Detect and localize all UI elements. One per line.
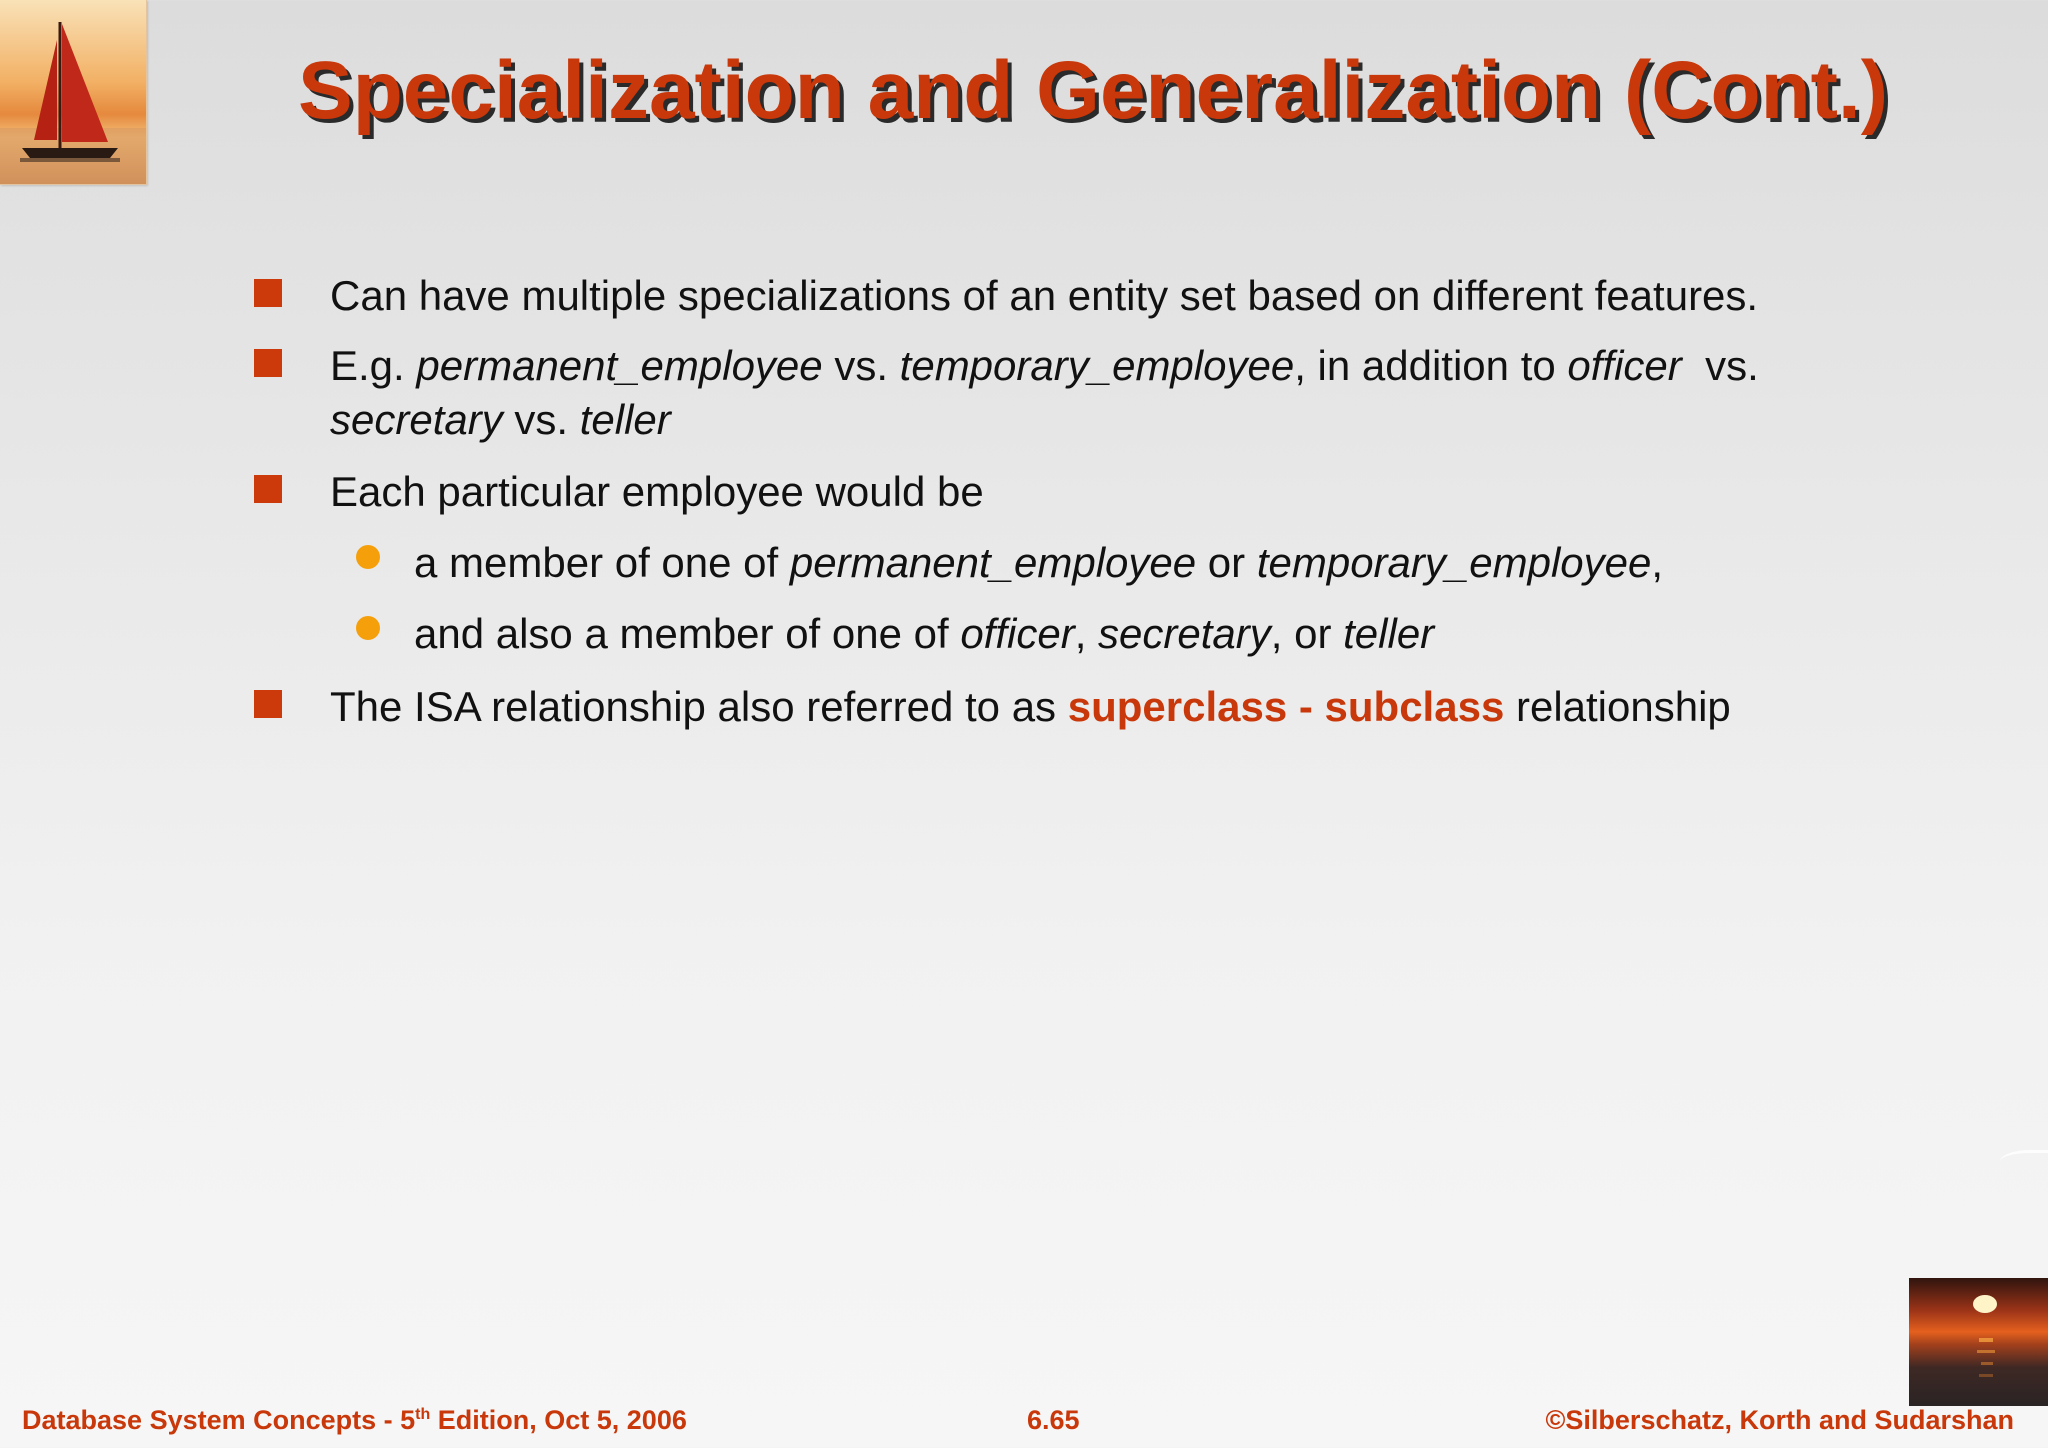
text-span: and also a member of one of xyxy=(414,610,961,657)
square-bullet-icon xyxy=(254,279,282,307)
term-secretary: secretary xyxy=(1098,610,1271,657)
bullet-3-text: Each particular employee would be xyxy=(330,468,984,515)
footer-left-pre: Database System Concepts - 5 xyxy=(22,1405,416,1435)
text-span: , or xyxy=(1270,610,1344,657)
text-span: , xyxy=(1074,610,1099,657)
bullet-2-line-2 xyxy=(330,395,671,445)
text-span: , in addition to xyxy=(1294,342,1568,389)
square-bullet-icon xyxy=(254,349,282,377)
footer-left xyxy=(22,1405,687,1436)
sunset-image-icon xyxy=(1909,1278,2048,1406)
text-span: , xyxy=(1651,539,1664,586)
bullet-1 xyxy=(330,271,1758,321)
bullet-3 xyxy=(330,467,984,517)
footer-left-sup: th xyxy=(415,1406,431,1423)
text-span: relationship xyxy=(1504,683,1731,730)
term-permanent-employee: permanent_employee xyxy=(789,539,1197,586)
footer-left-post: Edition, Oct 5, 2006 xyxy=(430,1405,687,1435)
term-officer: officer xyxy=(1567,342,1682,389)
text-span: vs. xyxy=(502,396,580,443)
text-span: a member of one of xyxy=(414,539,790,586)
term-teller: teller xyxy=(579,396,671,443)
bullet-4 xyxy=(330,682,1731,732)
sailboat-image-icon xyxy=(0,0,147,185)
dot-bullet-icon xyxy=(356,545,380,569)
sub-bullet-2 xyxy=(414,609,1434,659)
footer-page-number: 6.65 xyxy=(1027,1405,1080,1435)
square-bullet-icon xyxy=(254,690,282,718)
term-temporary-employee: temporary_employee xyxy=(1256,539,1652,586)
text-span: vs. xyxy=(1681,342,1759,389)
square-bullet-icon xyxy=(254,475,282,503)
term-permanent-employee: permanent_employee xyxy=(416,342,823,389)
term-officer: officer xyxy=(960,610,1075,657)
bullet-2-line-1 xyxy=(330,341,1759,391)
bullet-1-text: Can have multiple specializations of an entity set based on different features. xyxy=(330,272,1759,319)
term-teller: teller xyxy=(1343,610,1435,657)
dot-bullet-icon xyxy=(356,616,380,640)
text-span: vs. xyxy=(822,342,900,389)
slide-title: Specialization and Generalization (Cont.) xyxy=(298,45,1889,136)
decorative-swoosh xyxy=(2000,1150,2048,1173)
text-span: or xyxy=(1196,539,1257,586)
sub-bullet-1 xyxy=(414,538,1663,588)
term-secretary: secretary xyxy=(330,396,503,443)
term-temporary-employee: temporary_employee xyxy=(899,342,1295,389)
footer-copyright: ©Silberschatz, Korth and Sudarshan xyxy=(1545,1405,2014,1435)
text-span: The ISA relationship also referred to as xyxy=(330,683,1068,730)
text-span: E.g. xyxy=(330,342,417,389)
highlight-superclass-subclass: superclass - subclass xyxy=(1067,683,1505,730)
